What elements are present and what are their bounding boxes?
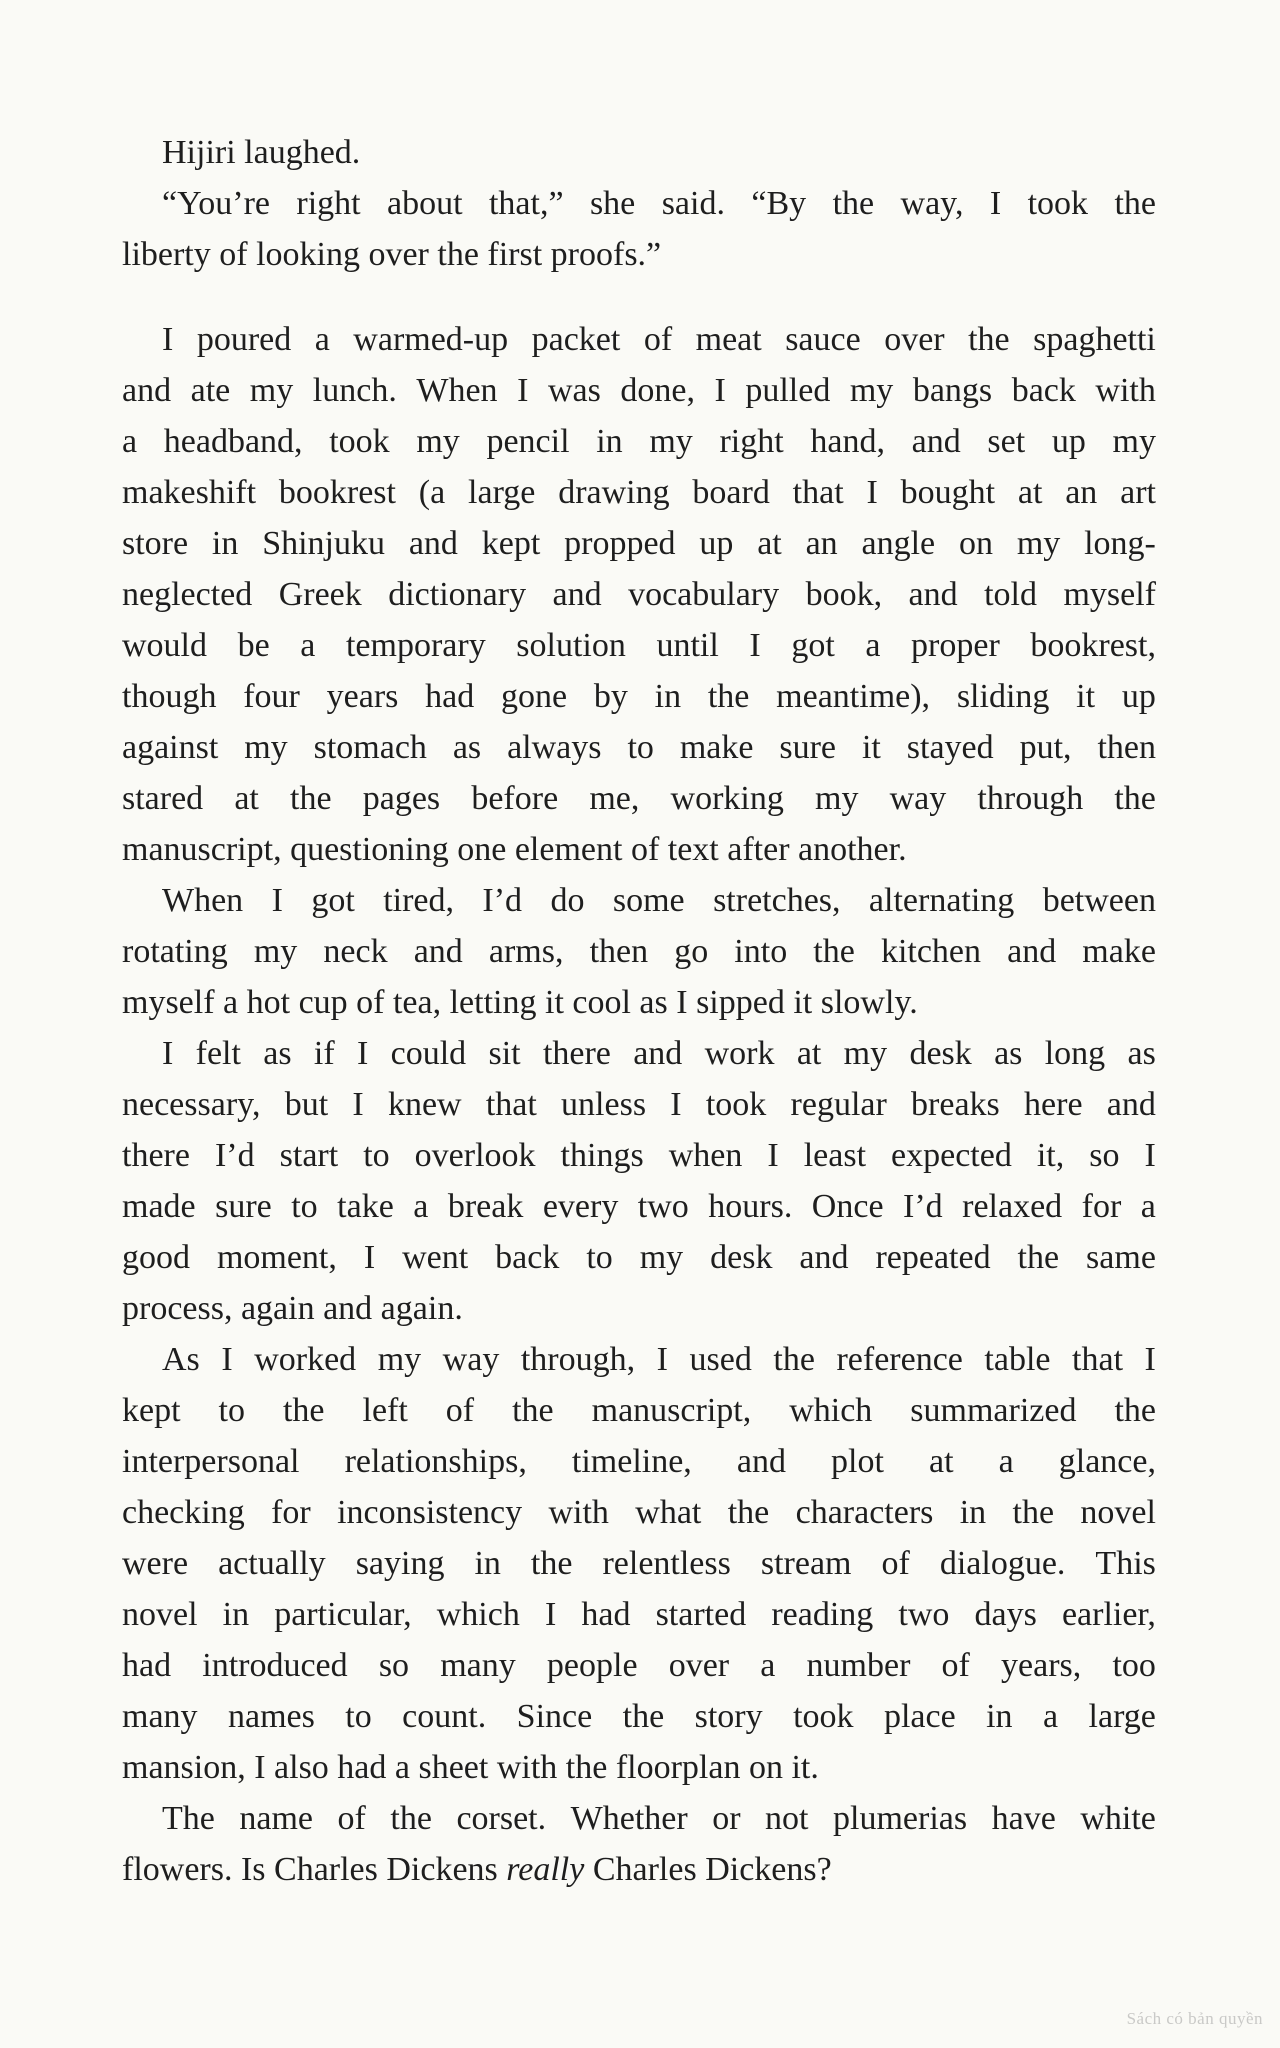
text-line: against my stomach as always to make sure it stayed put, then [122,729,1156,766]
text-line: When I got tired, I’d do some stretches, alternating between [162,882,1156,919]
text-line: mansion, I also had a sheet with the floorplan on it. [122,1749,819,1786]
paragraph [122,127,1156,178]
paragraph [122,1028,1156,1334]
text-line: myself a hot cup of tea, letting it cool as I sipped it slowly. [122,984,918,1021]
text-line: Hijiri laughed. [162,134,361,171]
paragraph [122,875,1156,1028]
text-line: I poured a warmed-up packet of meat sauce over the spaghetti [162,321,1156,358]
text-line: manuscript, questioning one element of text after another. [122,831,907,868]
text-line: “You’re right about that,” she said. “By the way, I took the [162,185,1156,222]
text-line: kept to the left of the manuscript, which summarized the [122,1392,1156,1429]
paragraph [122,1793,1156,1895]
text-line: many names to count. Since the story took place in a large [122,1698,1156,1735]
text-line: checking for inconsistency with what the characters in the novel [122,1494,1156,1531]
text-line: there I’d start to overlook things when I least expected it, so I [122,1137,1156,1174]
text-line: necessary, but I knew that unless I took regular breaks here and [122,1086,1156,1123]
paragraph [122,314,1156,875]
watermark: Sách có bản quyền [1126,2009,1263,2028]
paragraph [122,1334,1156,1793]
text-line: good moment, I went back to my desk and repeated the same [122,1239,1156,1276]
text-line: had introduced so many people over a number of years, too [122,1647,1156,1684]
text-line: though four years had gone by in the meantime), sliding it up [122,678,1156,715]
text-line: makeshift bookrest (a large drawing board that I bought at an art [122,474,1156,511]
text-line: a headband, took my pencil in my right hand, and set up my [122,423,1156,460]
paragraph [122,178,1156,280]
text-line: liberty of looking over the first proofs.” [122,236,662,273]
text-line: stared at the pages before me, working my way through the [122,780,1156,817]
text-line: process, again and again. [122,1290,463,1327]
text-line: The name of the corset. Whether or not plumerias have white [162,1800,1156,1837]
text-line: were actually saying in the relentless stream of dialogue. This [122,1545,1156,1582]
text-line: rotating my neck and arms, then go into the kitchen and make [122,933,1156,970]
text-line: neglected Greek dictionary and vocabulary book, and told myself [122,576,1156,613]
text-line: made sure to take a break every two hours. Once I’d relaxed for a [122,1188,1156,1225]
text-line: store in Shinjuku and kept propped up at an angle on my long- [122,525,1156,562]
text-line: novel in particular, which I had started reading two days earlier, [122,1596,1156,1633]
text-line: I felt as if I could sit there and work at my desk as long as [162,1035,1156,1072]
text-line: would be a temporary solution until I got a proper bookrest, [122,627,1156,664]
page-text [122,127,1156,1895]
text-line: interpersonal relationships, timeline, and plot at a glance, [122,1443,1156,1480]
text-line: As I worked my way through, I used the reference table that I [162,1341,1156,1378]
text-line: and ate my lunch. When I was done, I pulled my bangs back with [122,372,1156,409]
text-line: flowers. Is Charles Dickens really Charles Dickens? [122,1851,832,1888]
